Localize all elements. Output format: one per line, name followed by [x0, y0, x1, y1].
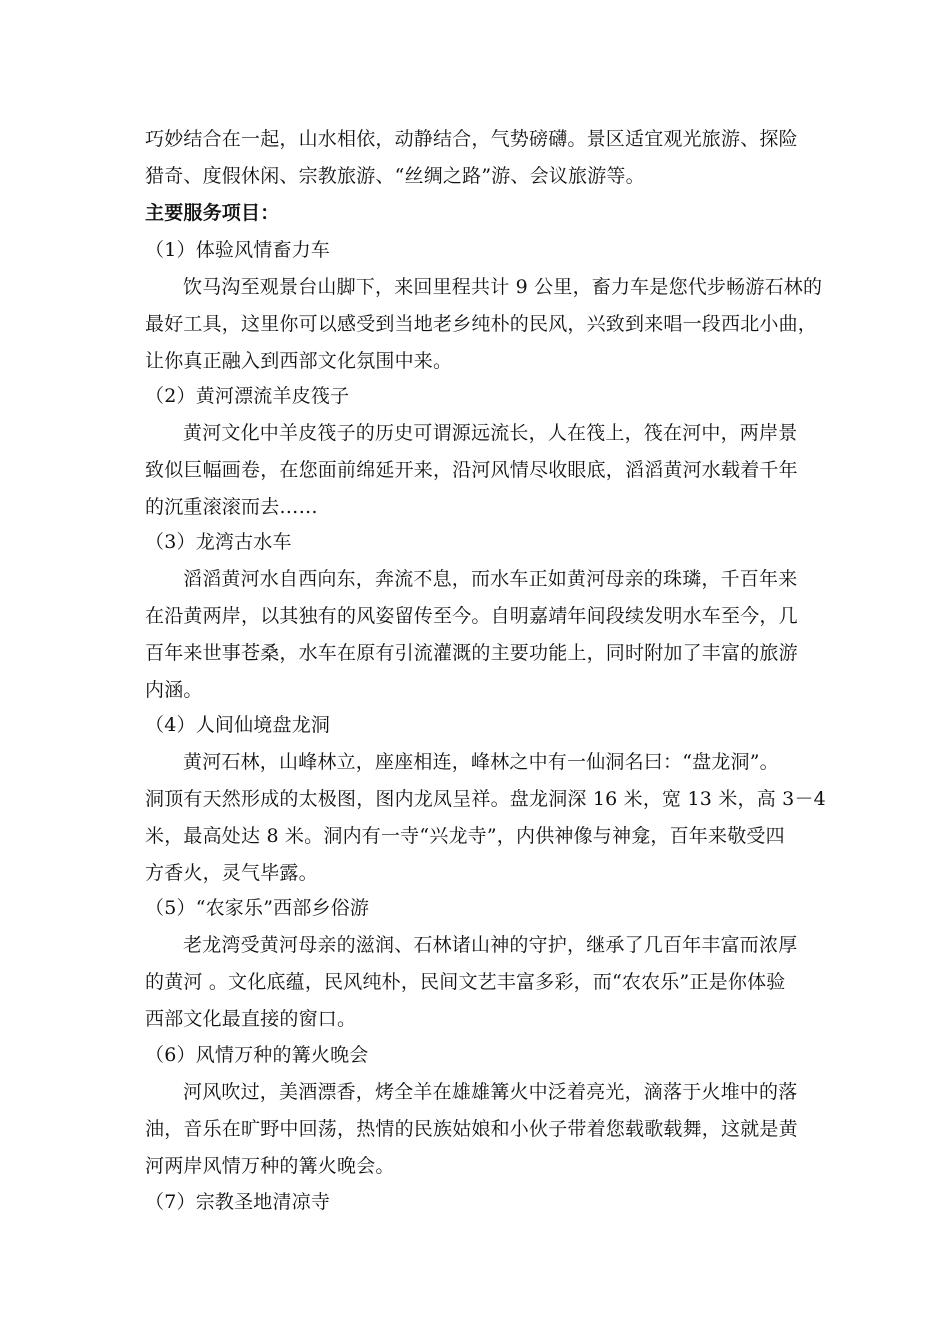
intro-line: 巧妙结合在一起，山水相依，动静结合，气势磅礴。景区适宜观光旅游、探险: [145, 128, 798, 150]
item-paragraph-line: 内涵。: [145, 679, 203, 701]
item-paragraph-line: 方香火，灵气毕露。: [145, 862, 318, 884]
item-title: （6）风情万种的篝火晚会: [145, 1044, 369, 1066]
item-paragraph-line: 的黄河 。文化底蕴，民风纯朴，民间文艺丰富多彩，而“农农乐”正是你体验: [145, 971, 786, 993]
item-title: （4）人间仙境盘龙洞: [145, 714, 331, 736]
item-paragraph-line: 西部文化最直接的窗口。: [145, 1008, 357, 1030]
section-heading: 主要服务项目：: [145, 202, 280, 224]
item-paragraph-line: 最好工具，这里你可以感受到当地老乡纯朴的民风，兴致到来唱一段西北小曲，: [145, 313, 818, 335]
intro-line: 猎奇、度假休闲、宗教旅游、“丝绸之路”游、会议旅游等。: [145, 165, 645, 187]
item-title: （2）黄河漂流羊皮筏子: [145, 385, 350, 407]
item-paragraph-line: 的沉重滚滚而去……: [145, 496, 318, 518]
item-paragraph-line: 百年来世事苍桑，水车在原有引流灌溉的主要功能上，同时附加了丰富的旅游: [145, 642, 798, 664]
item-paragraph-line: 黄河文化中羊皮筏子的历史可谓源远流长，人在筏上，筏在河中，两岸景: [183, 422, 798, 444]
item-paragraph-line: 致似巨幅画卷，在您面前绵延开来，沿河风情尽收眼底，滔滔黄河水载着千年: [145, 459, 798, 481]
item-paragraph-line: 黄河石林，山峰林立，座座相连，峰林之中有一仙洞名曰：“盘龙洞”。: [183, 751, 779, 773]
item-paragraph-line: 老龙湾受黄河母亲的滋润、石林诸山神的守护，继承了几百年丰富而浓厚: [183, 934, 798, 956]
item-paragraph-line: 洞顶有天然形成的太极图，图内龙凤呈祥。盘龙洞深 16 米，宽 13 米，高 3－4: [145, 788, 826, 810]
item-paragraph-line: 河风吹过，美酒漂香，烤全羊在雄雄篝火中泛着亮光，滴落于火堆中的落: [183, 1081, 798, 1103]
item-title: （3）龙湾古水车: [145, 531, 292, 553]
item-paragraph-line: 饮马沟至观景台山脚下，来回里程共计 9 公里，畜力车是您代步畅游石林的: [183, 276, 823, 298]
item-title: （5）“农家乐”西部乡俗游: [145, 897, 370, 919]
item-paragraph-line: 让你真正融入到西部文化氛围中来。: [145, 350, 453, 372]
item-paragraph-line: 在沿黄两岸，以其独有的风姿留传至今。自明嘉靖年间段续发明水车至今，几: [145, 605, 798, 627]
item-title: （7）宗教圣地清凉寺: [145, 1191, 331, 1213]
item-paragraph-line: 滔滔黄河水自西向东，奔流不息，而水车正如黄河母亲的珠璘，千百年来: [183, 568, 798, 590]
item-paragraph-line: 油，音乐在旷野中回荡，热情的民族姑娘和小伙子带着您载歌载舞，这就是黄: [145, 1118, 798, 1140]
item-title: （1）体验风情畜力车: [145, 239, 331, 261]
item-paragraph-line: 河两岸风情万种的篝火晚会。: [145, 1155, 395, 1177]
item-paragraph-line: 米，最高处达 8 米。洞内有一寺“兴龙寺”，内供神像与神龛，百年来敬受四: [145, 825, 785, 847]
